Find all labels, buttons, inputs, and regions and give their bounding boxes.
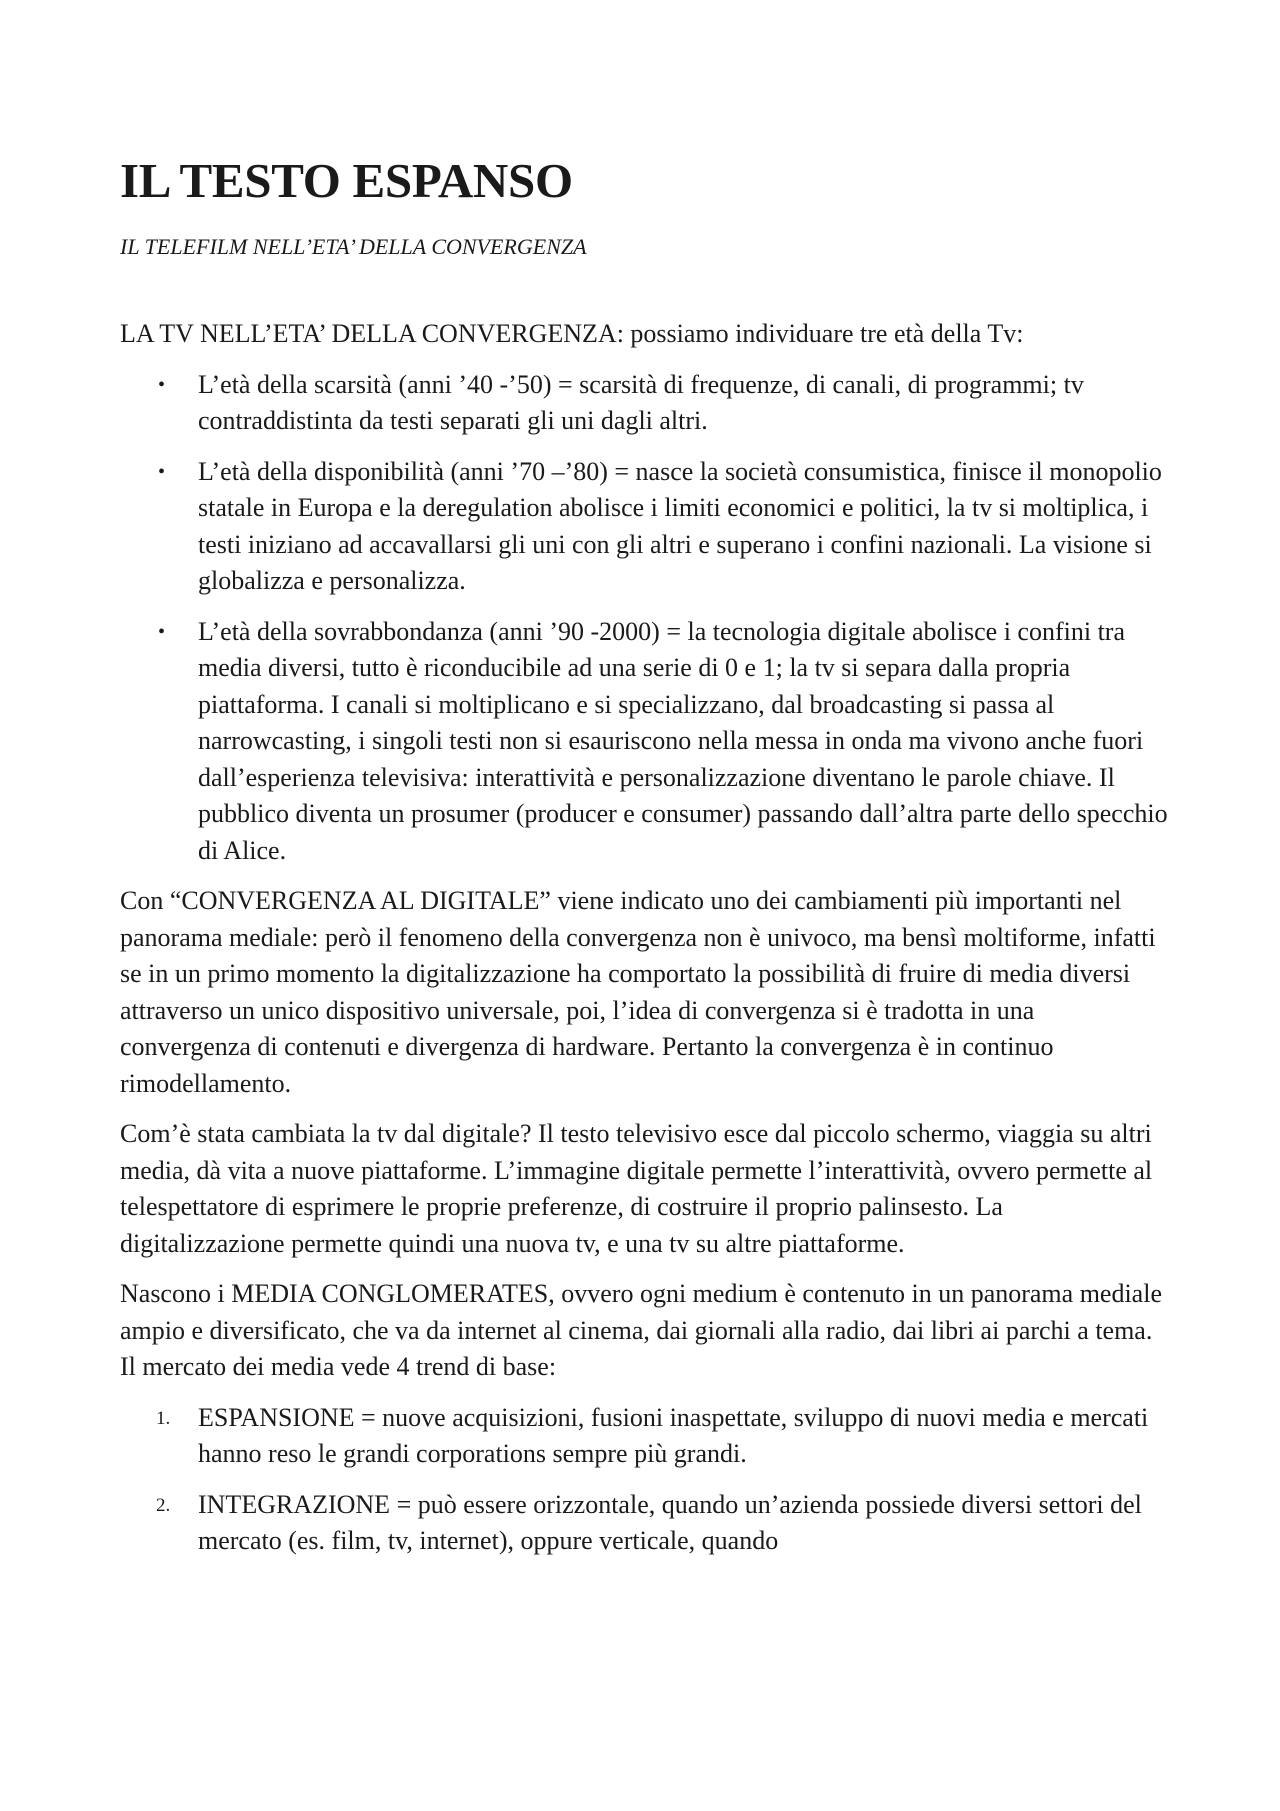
convergence-paragraph: Con “CONVERGENZA AL DIGITALE” viene indicato uno dei cambiamenti più importanti nel panorama mediale: però il fenomeno della convergenza non è univoco, ma bensì moltiforme, infatti se in un primo momento la digitalizzazione ha comportato la possibilità di fruire di media diversi attraverso un unico dispositivo universale, poi, l’idea di convergenza si è tradotta in una convergenza di contenuti e divergenza di hardware. Pertanto la convergenza è in continuo rimodellamento.: [120, 886, 1156, 1098]
list-item-text: L’età della scarsità (anni ’40 -’50) = scarsità di frequenze, di canali, di programmi; tv contraddistinta da testi separati gli uni dagli altri.: [198, 369, 1084, 435]
list-item-text: INTEGRAZIONE = può essere orizzontale, quando un’azienda possiede diversi settori del mercato (es. film, tv, internet), oppure verticale, quando: [198, 1489, 1142, 1555]
trends-list: [120, 1400, 1170, 1560]
document-title: IL TESTO ESPANSO: [120, 153, 573, 208]
intro-paragraph: LA TV NELL’ETA’ DELLA CONVERGENZA: possiamo individuare tre età della Tv:: [120, 319, 1024, 348]
document-subtitle: IL TELEFILM NELL’ETA’ DELLA CONVERGENZA: [120, 234, 587, 259]
bullet-marker: •: [158, 620, 166, 643]
bullet-marker: •: [158, 460, 166, 483]
list-item: [120, 454, 1170, 600]
list-item-text: L’età della disponibilità (anni ’70 –’80) = nasce la società consumistica, finisce il monopolio statale in Europa e la deregulation abolisce i limiti economici e politici, la tv si moltiplica, i testi iniziano ad accavallarsi gli uni con gli altri e superano i confini nazionali. La visione si globalizza e personalizza.: [198, 456, 1162, 595]
number-marker: 2.: [156, 1494, 171, 1516]
document-page: [120, 150, 1170, 1574]
list-item: [120, 1400, 1170, 1473]
digital-tv-paragraph: Com’è stata cambiata la tv dal digitale? Il testo televisivo esce dal piccolo schermo, viaggia su altri media, dà vita a nuove piattaforme. L’immagine digitale permette l’interattività, ovvero permette al telespettatore di esprimere le proprie preferenze, di costruire il proprio palinsesto. La digitalizzazione permette quindi una nuova tv, e una tv su altre piattaforme.: [120, 1119, 1153, 1258]
ages-list: [120, 367, 1170, 870]
list-item: [120, 614, 1170, 870]
media-conglomerates-paragraph: Nascono i MEDIA CONGLOMERATES, ovvero ogni medium è contenuto in un panorama mediale ampio e diversificato, che va da internet al cinema, dai giornali alla radio, dai libri ai parchi a tema. Il mercato dei media vede 4 trend di base:: [120, 1279, 1162, 1381]
bullet-marker: •: [158, 373, 166, 396]
list-item-text: ESPANSIONE = nuove acquisizioni, fusioni inaspettate, sviluppo di nuovi media e mercati hanno reso le grandi corporations sempre più grandi.: [198, 1402, 1149, 1468]
number-marker: 1.: [156, 1407, 171, 1429]
list-item-text: L’età della sovrabbondanza (anni ’90 -2000) = la tecnologia digitale abolisce i confini tra media diversi, tutto è riconducibile ad una serie di 0 e 1; la tv si separa dalla propria piattaforma. I canali si moltiplicano e si specializzano, dal broadcasting si passa al narrowcasting, i singoli testi non si esauriscono nella messa in onda ma vivono anche fuori dall’esperienza televisiva: interattività e personalizzazione diventano le parole chiave. Il pubblico diventa un prosumer (producer e consumer) passando dall’altra parte dello specchio di Alice.: [198, 616, 1168, 865]
list-item: [120, 367, 1170, 440]
list-item: [120, 1487, 1170, 1560]
